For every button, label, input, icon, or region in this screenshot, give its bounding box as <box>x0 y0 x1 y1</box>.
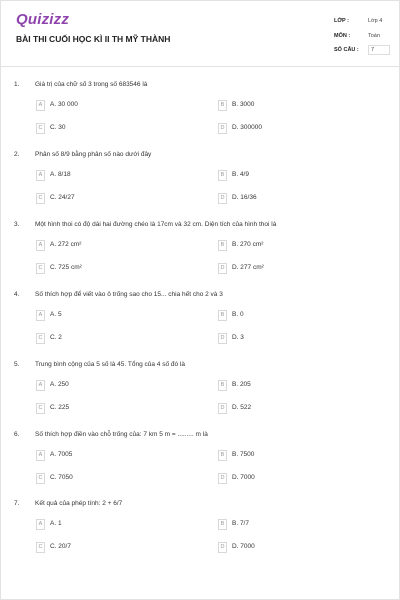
option-letter-box: A <box>36 450 45 461</box>
option-letter-box: D <box>218 123 227 134</box>
option-text: C. 30 <box>50 124 66 131</box>
option-letter-box: C <box>36 193 45 204</box>
option-letter-box: A <box>36 310 45 321</box>
option-letter-box: B <box>218 170 227 181</box>
meta-subject-label: MÔN : <box>334 33 351 39</box>
option-letter-box: A <box>36 380 45 391</box>
quizizz-logo: Quizizz <box>16 11 70 28</box>
option-text: A. 8/18 <box>50 171 71 178</box>
option-letter-box: D <box>218 542 227 553</box>
option-text: D. 7000 <box>232 474 255 481</box>
option-text: C. 7050 <box>50 474 73 481</box>
option-text: B. 4/9 <box>232 171 249 178</box>
meta-count-value: 7 <box>368 45 390 55</box>
option-text: B. 205 <box>232 381 251 388</box>
option-text: A. 30 000 <box>50 101 78 108</box>
quiz-header <box>1 1 399 67</box>
question-text: Phân số 8/9 bằng phân số nào dưới đây <box>35 151 152 158</box>
option-text: B. 3000 <box>232 101 255 108</box>
option-letter-box: D <box>218 473 227 484</box>
question-number: 7. <box>14 500 20 507</box>
option-letter-box: A <box>36 100 45 111</box>
option-text: C. 225 <box>50 404 70 411</box>
question-number: 2. <box>14 151 20 158</box>
option-letter-box: C <box>36 403 45 414</box>
question-number: 3. <box>14 221 20 228</box>
option-text: B. 0 <box>232 311 244 318</box>
option-text: D. 300000 <box>232 124 262 131</box>
question-text: Giá trị của chữ số 3 trong số 683546 là <box>35 81 148 88</box>
option-letter-box: A <box>36 240 45 251</box>
meta-class-label: LỚP : <box>334 18 349 24</box>
meta-class-value: Lớp 4 <box>368 18 383 24</box>
option-letter-box: C <box>36 473 45 484</box>
option-text: B. 7500 <box>232 451 255 458</box>
option-letter-box: B <box>218 450 227 461</box>
option-text: A. 272 cm² <box>50 241 82 248</box>
option-text: A. 7005 <box>50 451 73 458</box>
option-letter-box: B <box>218 380 227 391</box>
question-text: Số thích hợp để viết vào ô trống sao cho 15... chia hết cho 2 và 3 <box>35 291 223 298</box>
option-text: D. 522 <box>232 404 252 411</box>
question-text: Số thích hợp điền vào chỗ trống của: 7 km 5 m = ......... m là <box>35 431 208 438</box>
question-text: Trung bình cộng của 5 số là 45. Tổng của 4 số đó là <box>35 361 185 368</box>
option-text: B. 270 cm² <box>232 241 264 248</box>
option-text: C. 20/7 <box>50 543 71 550</box>
option-letter-box: D <box>218 263 227 274</box>
option-letter-box: C <box>36 333 45 344</box>
question-text: Một hình thoi có độ dài hai đường chéo là 17cm và 32 cm. Diện tích của hình thoi là <box>35 221 277 228</box>
option-text: D. 3 <box>232 334 244 341</box>
option-text: D. 277 cm² <box>232 264 264 271</box>
option-text: C. 24/27 <box>50 194 75 201</box>
option-text: A. 1 <box>50 520 62 527</box>
meta-count-label: SỐ CÂU : <box>334 47 359 53</box>
option-letter-box: C <box>36 542 45 553</box>
question-number: 5. <box>14 361 20 368</box>
question-text: Kết quả của phép tính: 2 + 6/7 <box>35 500 123 507</box>
option-text: C. 725 cm² <box>50 264 82 271</box>
option-letter-box: B <box>218 519 227 530</box>
option-letter-box: C <box>36 263 45 274</box>
option-letter-box: C <box>36 123 45 134</box>
option-text: D. 16/36 <box>232 194 257 201</box>
option-letter-box: D <box>218 193 227 204</box>
option-text: A. 5 <box>50 311 62 318</box>
question-number: 4. <box>14 291 20 298</box>
question-number: 1. <box>14 81 20 88</box>
question-number: 6. <box>14 431 20 438</box>
option-text: A. 250 <box>50 381 69 388</box>
option-letter-box: A <box>36 519 45 530</box>
option-letter-box: A <box>36 170 45 181</box>
option-text: D. 7000 <box>232 543 255 550</box>
exam-title: BÀI THI CUỐI HỌC KÌ II TH MỸ THÀNH <box>16 34 171 44</box>
option-text: C. 2 <box>50 334 62 341</box>
option-text: B. 7/7 <box>232 520 249 527</box>
option-letter-box: D <box>218 403 227 414</box>
option-letter-box: B <box>218 100 227 111</box>
option-letter-box: D <box>218 333 227 344</box>
option-letter-box: B <box>218 310 227 321</box>
meta-subject-value: Toán <box>368 33 380 39</box>
option-letter-box: B <box>218 240 227 251</box>
